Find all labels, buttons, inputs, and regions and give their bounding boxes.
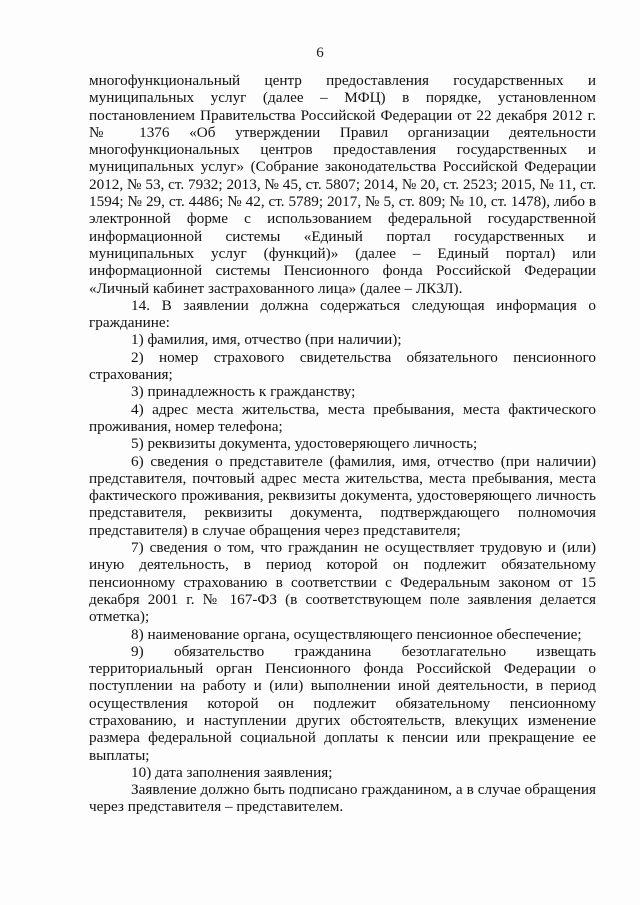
paragraph-signature-requirement: Заявление должно быть подписано гражданином, а в случае обращения через представителя – представителем. — [89, 781, 596, 816]
list-item-10: 10) дата заполнения заявления; — [131, 763, 333, 781]
list-item-4: 4) адрес места жительства, места пребывания, места фактического проживания, номер телефона; — [89, 400, 596, 435]
paragraph-intro-continuation: многофункциональный центр предоставления государственных и муниципальных услуг (далее – МФЦ) в порядке, установленном постановлением Правительства Российской Федерации от 22 декабря 2012 г. № 1376 «Об утверждении Правил организации деятельности многофункциональных центров предоставления государственных и муниципальных услуг» (Собрание законодательства Российской Федерации 2012, № 53, ст. 7932; 2013, № 45, ст. 5807; 2014, № 20, ст. 2523; 2015, № 11, ст. 1594; № 29, ст. 4486; № 42, ст. 5789; 2017, № 5, ст. 809; № 10, ст. 1478), либо в электронной форме с использованием федеральной государственной информационной системы «Единый портал государственных и муниципальных услуг (функций)» (далее – Единый портал) или информационной системы Пенсионного фонда Российской Федерации «Личный кабинет застрахованного лица» (далее – ЛКЗЛ). — [89, 72, 596, 297]
list-item-8: 8) наименование органа, осуществляющего пенсионное обеспечение; — [131, 625, 582, 643]
list-item-1: 1) фамилия, имя, отчество (при наличии); — [131, 331, 402, 349]
list-item-5: 5) реквизиты документа, удостоверяющего личность; — [131, 435, 478, 453]
list-item-6: 6) сведения о представителе (фамилия, имя, отчество (при наличии) представителя, почтовый адрес места жительства, места пребывания, места фактического проживания, реквизиты документа, удостоверяющего личность представителя, реквизиты документа, подтверждающего полномочия представителя) в случае обращения через представителя; — [89, 452, 596, 539]
list-item-9: 9) обязательство гражданина безотлагательно извещать территориальный орган Пенсионного фонда Российской Федерации о поступлении на работу и (или) выполнении иной деятельности, в период осуществления которой он подлежит обязательному пенсионному страхованию, и наступлении других обстоятельств, влекущих изменение размера федеральной социальной доплаты к пенсии или прекращение ее выплаты; — [89, 642, 596, 764]
page-number: 6 — [316, 45, 324, 61]
list-item-7: 7) сведения о том, что гражданин не осуществляет трудовую и (или) иную деятельность, в период которой он подлежит обязательному пенсионному страхованию в соответствии с Федеральным законом от 15 декабря 2001 г. № 167-ФЗ (в соответствующем поле заявления делается отметка); — [89, 539, 596, 626]
list-item-2: 2) номер страхового свидетельства обязательного пенсионного страхования; — [89, 348, 596, 384]
list-item-3: 3) принадлежность к гражданству; — [131, 383, 356, 401]
document-body — [89, 72, 596, 816]
paragraph-14-heading: 14. В заявлении должна содержаться следующая информация о гражданине: — [89, 296, 596, 332]
